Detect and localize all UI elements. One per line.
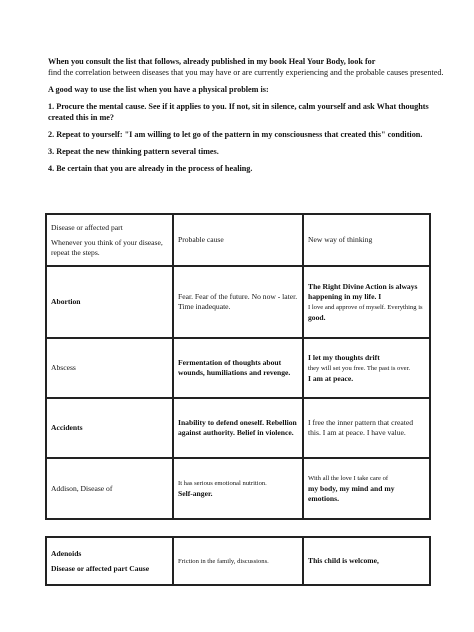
adenoids-disease-cell bbox=[46, 537, 173, 585]
thinking-cell: I free the inner pattern that created this. I am at peace. I have value. bbox=[303, 398, 430, 458]
intro-paragraph-2: A good way to use the list when you have a physical problem is: bbox=[48, 85, 269, 94]
adenoids-cause-cell bbox=[173, 537, 303, 585]
intro-paragraph-1 bbox=[48, 56, 448, 78]
disease-table bbox=[45, 213, 431, 520]
step-1: 1. Procure the mental cause. See if it applies to you. If not, sit in silence, calm yourself and ask What thoughts created this in me? bbox=[48, 102, 429, 122]
table-row bbox=[46, 537, 430, 585]
table-row bbox=[46, 398, 430, 458]
header-disease-label: Disease or affected part bbox=[51, 222, 123, 232]
cause-cell: Fear. Fear of the future. No now - later. Time inadequate. bbox=[173, 266, 303, 338]
thinking-small-text: I love and approve of myself. Everything is bbox=[308, 303, 423, 311]
thinking-cell bbox=[303, 458, 430, 519]
adenoids-thinking: This child is welcome, bbox=[303, 537, 430, 585]
cause-cell: Fermentation of thoughts about wounds, humiliations and revenge. bbox=[173, 338, 303, 398]
header-disease-note: Whenever you think of your disease, repeat the steps. bbox=[51, 237, 163, 257]
cause-text: Self-anger. bbox=[178, 489, 213, 498]
adenoids-cause: Friction in the family, discussions. bbox=[178, 557, 269, 565]
intro-lead-rest: find the correlation between diseases that you may have or are currently experiencing and the probable causes presented. bbox=[48, 68, 444, 77]
step-4: 4. Be certain that you are already in the process of healing. bbox=[48, 164, 253, 173]
thinking-text-end: I am at peace. bbox=[308, 373, 354, 383]
thinking-cell bbox=[303, 266, 430, 338]
thinking-text-end: good. bbox=[308, 312, 326, 322]
disease-name: Abortion bbox=[46, 266, 173, 338]
table-row bbox=[46, 458, 430, 519]
cause-cell: Inability to defend oneself. Rebellion against authority. Belief in violence. bbox=[173, 398, 303, 458]
thinking-small-text: With all the love I take care of bbox=[308, 475, 389, 482]
table-header-row bbox=[46, 214, 430, 266]
cause-cell bbox=[173, 458, 303, 519]
adenoids-title: Adenoids bbox=[51, 548, 82, 558]
thinking-text: I let my thoughts drift bbox=[308, 352, 380, 362]
thinking-cell bbox=[303, 338, 430, 398]
thinking-small-text: they will set you free. The past is over. bbox=[308, 364, 411, 372]
adenoids-table bbox=[45, 536, 431, 586]
step-2: 2. Repeat to yourself: "I am willing to let go of the pattern in my consciousness that created this" condition. bbox=[48, 130, 423, 139]
disease-name: Addison, Disease of bbox=[46, 458, 173, 519]
thinking-text: The Right Divine Action is always happening in my life. I bbox=[308, 281, 418, 301]
table-row bbox=[46, 266, 430, 338]
disease-name: Abscess bbox=[46, 338, 173, 398]
header-thinking: New way of thinking bbox=[303, 214, 430, 266]
header-disease-cell bbox=[46, 214, 173, 266]
step-3: 3. Repeat the new thinking pattern several times. bbox=[48, 147, 219, 156]
adenoids-subtitle: Disease or affected part Cause bbox=[51, 563, 150, 573]
disease-name: Accidents bbox=[46, 398, 173, 458]
cause-small-text: It has serious emotional nutrition. bbox=[178, 480, 267, 487]
intro-lead: When you consult the list that follows, already published in my book Heal Your Body, look for bbox=[48, 57, 376, 66]
thinking-text: my body, my mind and my emotions. bbox=[308, 484, 395, 503]
table-row bbox=[46, 338, 430, 398]
header-cause: Probable cause bbox=[173, 214, 303, 266]
intro-text bbox=[48, 56, 448, 180]
